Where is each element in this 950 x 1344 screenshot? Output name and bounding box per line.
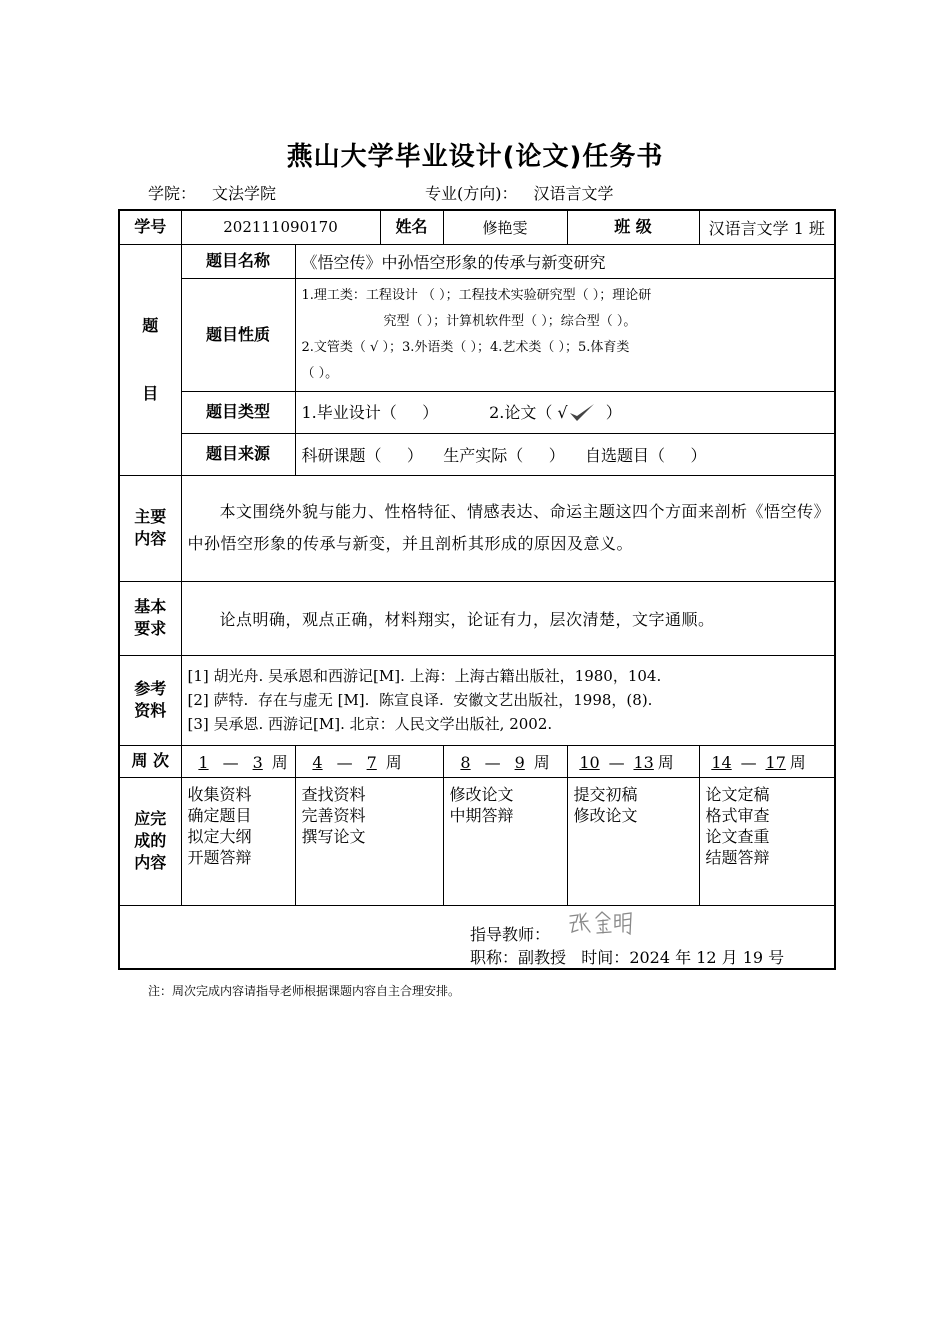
student-name-value: 修艳雯: [443, 210, 567, 244]
advisor-label: 指导教师：: [470, 924, 551, 944]
topic-section-label: 题 目: [119, 244, 181, 475]
signature-block: [119, 905, 835, 969]
topic-nature-options: 1.理工类：工程设计 （ ）；工程技术实验研究型（ ）；理论研 究型（ ）；计算机软件型（ ）；综合型（ ）。 2.文管类（ √ ）；3.外语类（ ）；4.艺术类（ ）；5.体育类 （ ）。: [295, 278, 835, 391]
task-form-table: [118, 209, 836, 970]
week-range-3: 8 — 9 周: [443, 745, 567, 777]
topic-name-row: [119, 244, 835, 278]
college-field: [148, 181, 276, 204]
class-label: 班 级: [567, 210, 699, 244]
week-label: 周 次: [119, 745, 181, 777]
topic-type-options: 1.毕业设计（ ） 2.论文（ √ ）: [295, 391, 835, 433]
topic-source-options: 科研课题（ ） 生产实际（ ） 自选题目（ ）: [295, 433, 835, 475]
footnote: 注：周次完成内容请指导老师根据课题内容自主合理安排。: [148, 984, 461, 998]
schedule-tasks-row: [119, 777, 835, 905]
main-content-text: 本文围绕外貌与能力、性格特征、情感表达、命运主题这四个方面来剖析《悟空传》中孙悟空形象的传承与新变，并且剖析其形成的原因及意义。: [181, 475, 835, 581]
week-range-5: 14 — 17 周: [699, 745, 835, 777]
major-value: 汉语言文学: [533, 184, 614, 203]
advisor-title-line: 职称：副教授 时间：2024 年 12 月 19 号: [470, 947, 785, 967]
week-range-4: 10 — 13 周: [567, 745, 699, 777]
student-id-value: 202111090170: [181, 210, 380, 244]
requirements-row: [119, 581, 835, 655]
student-name-label: 姓名: [380, 210, 443, 244]
requirements-label: 基本 要求: [119, 581, 181, 655]
main-content-label: 主要 内容: [119, 475, 181, 581]
checkmark-icon: [568, 402, 596, 424]
student-info-row: [119, 210, 835, 244]
class-value: 汉语言文学 1 班: [699, 210, 835, 244]
handwritten-signature: [566, 908, 638, 940]
topic-name-label: 题目名称: [181, 244, 295, 278]
topic-name-value: 《悟空传》中孙悟空形象的传承与新变研究: [295, 244, 835, 278]
references-list: [181, 655, 835, 745]
reference-item: [3] 吴承恩. 西游记[M]. 北京：人民文学出版社, 2002.: [187, 715, 553, 733]
topic-nature-row: [119, 278, 835, 391]
signature-row: [119, 905, 835, 969]
topic-type-label: 题目类型: [181, 391, 295, 433]
topic-source-label: 题目来源: [181, 433, 295, 475]
references-label: 参考 资料: [119, 655, 181, 745]
week-range-2: 4 — 7 周: [295, 745, 443, 777]
tasks-week-3: 修改论文 中期答辩: [443, 777, 567, 905]
references-row: [119, 655, 835, 745]
main-content-row: [119, 475, 835, 581]
college-value: 文法学院: [212, 184, 277, 203]
student-id-label: 学号: [119, 210, 181, 244]
tasks-week-1: 收集资料 确定题目 拟定大纲 开题答辩: [181, 777, 295, 905]
document-title: 燕山大学毕业设计(论文)任务书: [286, 142, 664, 172]
topic-nature-label: 题目性质: [181, 278, 295, 391]
topic-type-row: [119, 391, 835, 433]
topic-source-row: [119, 433, 835, 475]
college-label: 学院：: [148, 184, 197, 203]
plan-label: 应完 成的 内容: [119, 777, 181, 905]
reference-item: [2] 萨特. 存在与虚无 [M]. 陈宣良译. 安徽文艺出版社，1998，(8).: [187, 691, 653, 709]
tasks-week-2: 查找资料 完善资料 撰写论文: [295, 777, 443, 905]
major-field: [425, 181, 614, 204]
major-label: 专业(方向)：: [425, 184, 518, 203]
tasks-week-5: 论文定稿 格式审查 论文查重 结题答辩: [699, 777, 835, 905]
tasks-week-4: 提交初稿 修改论文: [567, 777, 699, 905]
reference-item: [1] 胡光舟. 吴承恩和西游记[M]. 上海：上海古籍出版社，1980，104.: [187, 667, 662, 685]
week-range-1: 1 — 3 周: [181, 745, 295, 777]
schedule-weeks-row: [119, 745, 835, 777]
requirements-text: 论点明确，观点正确，材料翔实，论证有力，层次清楚，文字通顺。: [181, 581, 835, 655]
